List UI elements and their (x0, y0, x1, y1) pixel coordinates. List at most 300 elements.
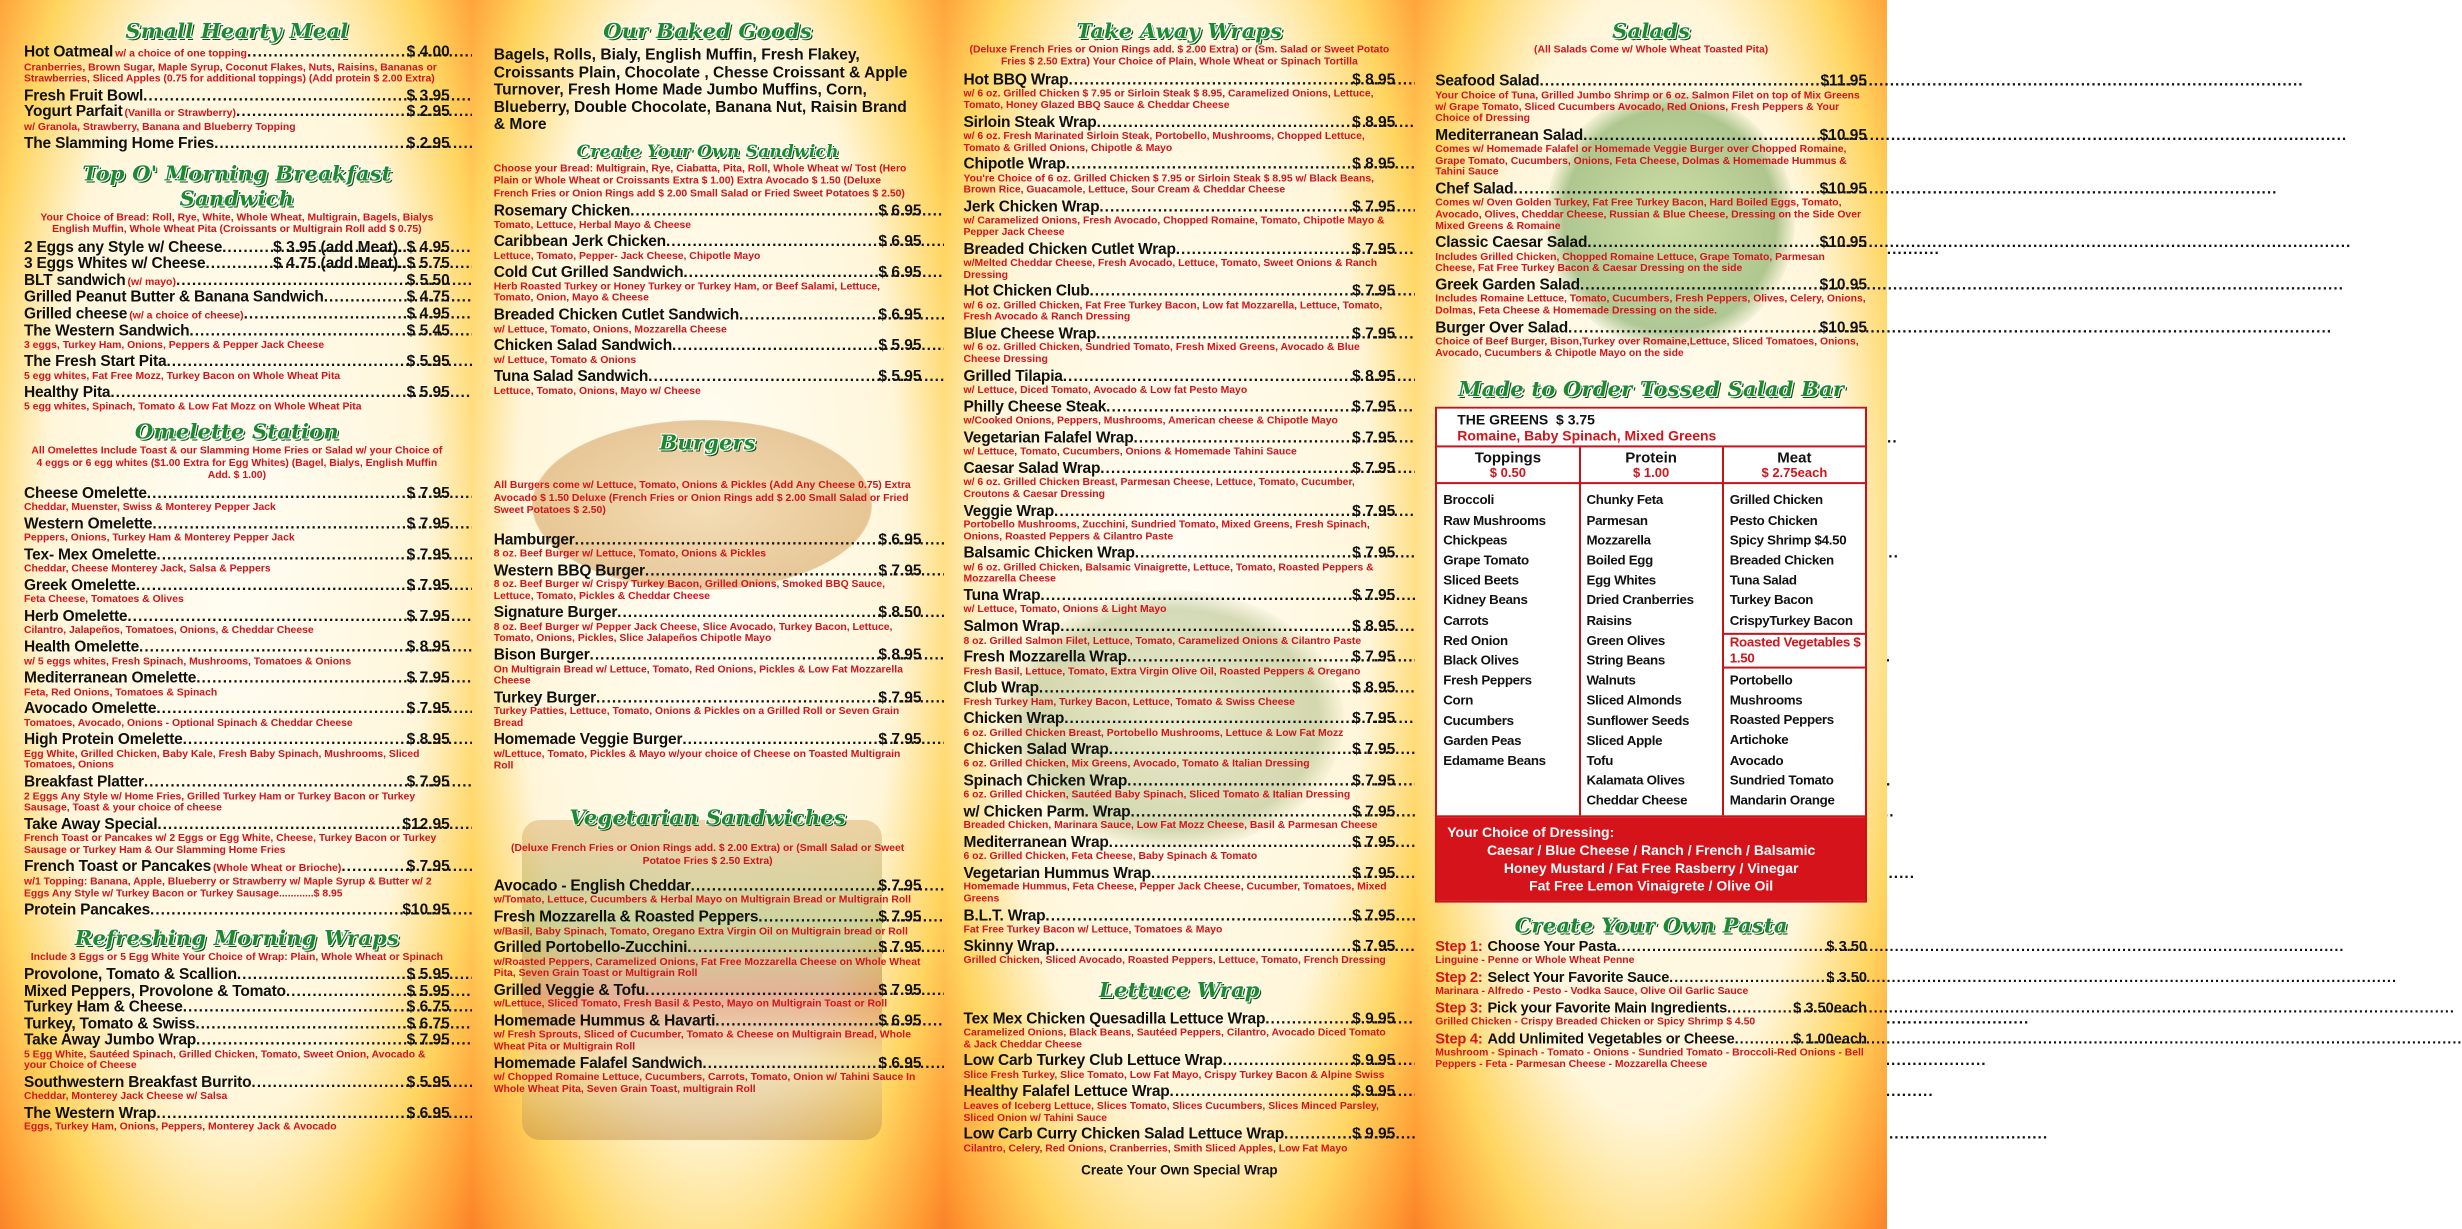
menu-item-price: $ 3.95 (add Meat)..$ 4.95 (273, 238, 450, 256)
menu-item-price: $ 6.95 (878, 264, 922, 282)
dot-leader (127, 609, 406, 625)
dot-leader (1127, 650, 1352, 666)
menu-item-row (24, 240, 450, 256)
greens-list: Romaine, Baby Spinach, Mixed Greens (1457, 427, 1717, 444)
menu-item-row (964, 115, 1396, 131)
salad-bar-option: Broccoli (1443, 492, 1495, 508)
menu-item-price: $ 4.95 (406, 305, 450, 323)
menu-item-price: $ 7.95 (878, 981, 922, 999)
menu-item-description: Eggs, Turkey Ham, Onions, Peppers, Monterey Jack & Avocado (24, 1122, 337, 1133)
section-title-take-away-wraps: Take Away Wraps (1076, 18, 1283, 43)
menu-item-description: w/Lettuce, Sliced Tomato, Fresh Basil & Pesto, Mayo on Multigrain Toast or Roll (493, 999, 888, 1010)
menu-item-description: Slice Fresh Turkey, Slice Tomato, Low Fat Mayo, Crispy Turkey Bacon & Alpine Swiss (963, 1070, 1385, 1081)
menu-item-row (24, 88, 450, 104)
menu-item-row (964, 866, 1396, 882)
dot-leader (1135, 546, 1352, 562)
menu-item-description: 6 oz. Grilled Chicken Breast, Portobello Mushrooms, Lettuce & Low Fat Mozz (963, 727, 1344, 739)
menu-item-price: $ 7.95 (1352, 325, 1396, 343)
menu-item-name: Turkey Burger (493, 689, 596, 706)
menu-item-price: $10.95 (1819, 234, 1867, 252)
dot-leader (286, 983, 407, 999)
menu-item-row (494, 648, 922, 664)
small-hearty-list (24, 45, 450, 153)
dot-leader (1580, 278, 1820, 294)
salad-bar-option: Black Olives (1443, 652, 1519, 668)
section-title-omelette-station: Omelette Station (134, 419, 339, 444)
dot-leader (1068, 72, 1352, 88)
menu-item-price: $ 2.95 (406, 135, 450, 153)
menu-item-description: 8 oz. Beef Burger w/ Crispy Turkey Bacon, Grilled Onions, Smoked BBQ Sauce, Lettuce, Tomato, Pickles & Cheddar Cheese (493, 579, 886, 602)
dot-leader (702, 1056, 878, 1072)
salad-bar-option: Tuna Salad (1729, 572, 1797, 588)
dressing-line-3: Fat Free Lemon Vinaigrete / Olive Oil (1529, 877, 1774, 894)
menu-item-price: $ 5.50 (406, 271, 450, 289)
pasta-step-price: $ 1.00each (1793, 1031, 1867, 1048)
menu-item-description: w/1 Topping: Banana, Apple, Blueberry or Strawberry w/ Maple Syrup & Butter w/ 2 Eggs Any Style w/ Turkey Bacon or Turkey Sausage............$ 8.95 (24, 876, 432, 900)
menu-item-row (494, 605, 922, 621)
menu-item-row (494, 1056, 922, 1072)
section-title-pasta: Create Your Own Pasta (1514, 912, 1788, 937)
menu-item-row (24, 578, 450, 594)
pasta-step-text: Add Unlimited Vegetables or Cheese (1487, 1031, 1735, 1048)
menu-item-price: $ 7.95 (1352, 803, 1396, 820)
salad-bar-option: Edamame Beans (1443, 752, 1546, 768)
menu-item-description: Herb Roasted Turkey or Honey Turkey or Turkey Ham, or Beef Salami, Lettuce, Tomato, Onion, Mayo & Cheese (493, 281, 881, 305)
dot-leader (150, 903, 402, 919)
dot-leader (1066, 157, 1352, 173)
menu-item-name: Tex Mex Chicken Quesadilla Lettuce Wrap (963, 1010, 1266, 1028)
dot-leader (596, 690, 878, 706)
menu-item-name: Mediterranean Omelette (24, 669, 197, 687)
menu-item-description: w/ Chopped Romaine Lettuce, Cucumbers, Carrots, Tomato, Onion w/ Tahini Sauce In Whole Wheat Pita, Seven Grain Toast, multigrain Roll (493, 1072, 916, 1095)
special-wrap-footer: Create Your Own Special Wrap (1081, 1162, 1278, 1178)
menu-item-price: $ 2.95 (406, 103, 450, 121)
menu-item-row (24, 732, 450, 748)
menu-item-price: $ 9.95 (1352, 1052, 1396, 1070)
menu-item-row (964, 504, 1396, 520)
dot-leader (176, 272, 407, 288)
menu-item-description: Tomatoes, Avocado, Onions - Optional Spinach & Cheddar Cheese (24, 717, 353, 729)
menu-item-name: Fresh Mozzarella Wrap (963, 648, 1127, 666)
menu-item-description: 8 oz. Beef Burger w/ Lettuce, Tomato, Onions & Pickles (493, 548, 767, 560)
menu-item-description: Cilantro, Jalapeños, Tomatoes, Onions, & Cheddar Cheese (24, 625, 314, 637)
menu-item-description: w/ 6 oz. Grilled Chicken, Balsamic Vinaigrette, Lettuce, Tomato, Roasted Peppers & Mozzarella Cheese (963, 562, 1374, 585)
menu-item-description: Choice of Beef Burger, Bison,Turkey over Romaine,Lettuce, Sliced Tomatoes, Onions, Avocado, Cucumbers & Chipotle Mayo on the side (1435, 336, 1859, 359)
menu-item-description: Comes w/ Oven Golden Turkey, Fat Free Turkey Bacon, Hard Boiled Eggs, Tomato, Avocado, Olives, Cheddar Cheese, Russian & Blue Cheese, Dressing on the Side Over Mixed Greens & Romaine (1435, 197, 1862, 232)
meat-price: $ 2.75each (1761, 465, 1828, 481)
menu-item-price: $ 7.95 (406, 515, 450, 533)
menu-item-price: $ 7.95 (878, 939, 922, 957)
salad-bar-option: CrispyTurkey Bacon (1729, 612, 1853, 628)
dot-leader (1109, 742, 1353, 758)
menu-item-price: $ 5.95 (878, 337, 922, 355)
menu-item-price: $ 7.95 (1352, 833, 1396, 851)
salad-bar-option: Chunky Feta (1586, 492, 1663, 508)
toppings-head: Toppings (1474, 449, 1542, 467)
menu-item-description: Cheddar, Monterey Jack Cheese w/ Salsa (24, 1091, 228, 1103)
menu-item-name: B.L.T. Wrap (963, 907, 1046, 924)
menu-item-name: Chicken Salad Sandwich (493, 337, 672, 355)
salad-bar-option: Fresh Peppers (1443, 672, 1532, 688)
menu-item-name: Grilled Peanut Butter & Banana Sandwich (24, 288, 324, 306)
menu-item-description: Feta Cheese, Tomatoes & Olives (24, 594, 184, 606)
menu-item-price: $ 5.95 (406, 982, 450, 1000)
menu-item-description: Breaded Chicken, Marinara Sauce, Low Fat Mozz Cheese, Basil & Parmesan Cheese (963, 820, 1378, 832)
menu-item-price: $ 4.00 (406, 43, 450, 61)
toppings-header (1437, 448, 1578, 485)
dot-leader (214, 136, 407, 152)
menu-item-price: $ 7.95 (1352, 502, 1396, 520)
dot-leader (666, 234, 878, 250)
menu-item-row (964, 430, 1396, 446)
dot-leader (1222, 1054, 1352, 1070)
dot-leader (1040, 588, 1352, 604)
menu-item-price: $ 7.95 (1352, 864, 1396, 882)
menu-item-row (24, 104, 450, 121)
dressing-line-1: Caesar / Blue Cheese / Ranch / French / Balsamic (1486, 841, 1816, 858)
menu-item-row (964, 742, 1396, 758)
menu-item-description: w/Lettuce, Tomato, Pickles & Mayo w/your choice of Cheese on Toasted Multigrain Roll (493, 748, 901, 772)
menu-item-price: $ 5.95 (406, 353, 450, 371)
menu-item-price: $ 6.95 (878, 1054, 922, 1072)
section-title-breakfast-sandwich: Top O' Morning Breakfast Sandwich (82, 160, 392, 211)
menu-item-price: $ 7.95 (406, 577, 450, 595)
menu-item-description: w/Tomato, Lettuce, Cucumbers & Herbal Mayo on Multigrain Bread or Multigrain Roll (493, 895, 911, 906)
menu-item-row (494, 308, 922, 324)
menu-item-price: $ 7.95 (1352, 937, 1396, 955)
dot-leader (1089, 284, 1352, 300)
menu-item-row (494, 732, 922, 748)
dot-leader (1151, 866, 1352, 882)
salad-bar-option: Turkey Bacon (1729, 592, 1814, 608)
menu-item-name: Mediterranean Salad (1435, 126, 1584, 144)
roasted-veg-items (1724, 670, 1865, 810)
pasta-step-description: Grilled Chicken - Crispy Breaded Chicken or Spicy Shrimp $ 4.50 (1435, 1016, 1756, 1028)
dot-leader (630, 204, 878, 220)
menu-item-name: Grilled Portobello-Zucchini (493, 939, 688, 957)
menu-item-description: Turkey Patties, Lettuce, Tomato, Onions & Pickles on a Grilled Roll or Seven Grain Bread (493, 706, 900, 729)
dot-leader (691, 879, 879, 895)
menu-item-row (964, 242, 1396, 258)
salad-bar-option: Cucumbers (1443, 712, 1514, 728)
dot-leader (1096, 326, 1352, 342)
menu-item-price: $ 8.95 (1352, 679, 1396, 697)
menu-item-name: Greek Garden Salad (1435, 276, 1580, 294)
menu-item-description: Cheddar, Cheese Monterey Jack, Salsa & Peppers (24, 563, 271, 575)
salad-bar-option: Avocado (1729, 752, 1784, 768)
salad-bar-option: String Beans (1586, 652, 1665, 668)
menu-item-name: Hot Chicken Club (963, 283, 1090, 300)
menu-item-description: 5 Egg White, Sautéed Spinach, Grilled Chicken, Tomato, Sweet Onion, Avocado & your Choice of Cheese (24, 1048, 426, 1072)
section-title-lettuce-wrap: Lettuce Wrap (1099, 976, 1260, 1002)
pasta-step-price: $ 3.50 (1826, 969, 1867, 986)
dot-leader (575, 532, 879, 548)
menu-item-row (494, 338, 922, 354)
menu-item-row (964, 773, 1396, 789)
menu-item-row (24, 290, 450, 306)
dressing-title: Your Choice of Dressing: (1447, 823, 1615, 840)
menu-item-row (24, 486, 450, 502)
dressing-line-2: Honey Mustard / Fat Free Rasberry / Vinegar (1503, 859, 1799, 876)
protein-items (1581, 490, 1722, 811)
dot-leader (1284, 1127, 1352, 1143)
salad-bar-option: Portobello (1729, 672, 1793, 688)
dot-leader (110, 385, 406, 401)
meat-head: Meat (1777, 449, 1812, 467)
menu-item-price: $ 5.95 (406, 384, 450, 402)
panel-breakfast (0, 0, 472, 1229)
menu-item-row (494, 204, 922, 220)
menu-item-name: Homemade Veggie Burger (493, 731, 683, 749)
menu-item-row (494, 265, 922, 281)
dot-leader (648, 369, 878, 385)
meat-header (1724, 448, 1865, 485)
salad-bar-option: Mushrooms (1729, 692, 1803, 708)
menu-item-row (24, 967, 450, 983)
dot-leader (1735, 1031, 1794, 1047)
pasta-step-number: Step 3: (1435, 1000, 1483, 1017)
dot-leader (590, 648, 879, 664)
dot-leader (152, 517, 406, 533)
pasta-step-row (1435, 1001, 1867, 1017)
dot-leader (222, 240, 273, 256)
salad-bar-option: Mozzarella (1586, 532, 1651, 548)
dot-leader (195, 1016, 406, 1032)
dot-leader (617, 605, 878, 621)
menu-item-row (494, 690, 922, 706)
menu-item-name: Yogurt Parfait (24, 103, 123, 121)
dot-leader (1170, 1085, 1353, 1101)
menu-item-price: $ 9.95 (1352, 1010, 1396, 1028)
menu-item-modifier: (w/ mayo) (127, 275, 176, 288)
menu-item-modifier: w/ a choice of one topping (115, 47, 247, 60)
menu-item-row (24, 983, 450, 999)
menu-item-price: $ 4.75 (add Meat)..$ 5.75 (273, 255, 450, 272)
dot-leader (156, 547, 406, 563)
menu-item-row (964, 461, 1396, 477)
menu-item-price: $ 7.95 (1352, 907, 1396, 924)
menu-item-name: Balsamic Chicken Wrap (963, 544, 1135, 562)
take-away-list (964, 72, 1396, 966)
burgers-list (494, 532, 922, 772)
protein-header (1581, 448, 1722, 485)
menu-item-row (1435, 320, 1867, 336)
menu-item-description: w/Cooked Onions, Peppers, Mushrooms, American cheese & Chipotle Mayo (963, 415, 1338, 427)
pasta-step-description: Linguine - Penne or Whole Wheat Penne (1435, 955, 1635, 967)
menu-item-row (24, 1016, 450, 1032)
menu-item-description: Comes w/ Homemade Falafel or Homemade Veggie Burger over Chopped Romaine, Grape Tomato, Cucumbers, Onions, Feta Cheese, Dolmas & Homemade Hummus & Tahini Sauce (1435, 144, 1847, 179)
menu-item-price: $ 3.95 (406, 87, 450, 104)
menu-item-name: Mediterranean Wrap (963, 833, 1109, 851)
menu-item-price: $ 7.95 (878, 689, 922, 706)
menu-item-row (24, 385, 450, 401)
dot-leader (1617, 939, 1827, 955)
salad-bar-option: Mandarin Orange (1729, 792, 1835, 808)
sandwich-list (494, 204, 922, 398)
menu-item-row (24, 609, 450, 625)
menu-item-row (964, 284, 1396, 300)
dot-leader (682, 732, 878, 748)
dot-leader (1064, 712, 1352, 728)
meat-items (1724, 490, 1865, 630)
protein-head: Protein (1625, 449, 1677, 467)
menu-item-price: $ 7.95 (1352, 398, 1396, 416)
menu-item-description: w/ Granola, Strawberry, Banana and Blueberry Topping (24, 121, 296, 133)
menu-item-name: Breakfast Platter (24, 773, 144, 791)
breakfast-list (24, 240, 450, 413)
menu-item-description: 5 egg whites, Fat Free Mozz, Turkey Bacon on Whole Wheat Pita (24, 370, 341, 382)
menu-item-name: Greek Omelette (24, 577, 136, 595)
menu-item-row (24, 775, 450, 791)
menu-item-description: w/ Lettuce, Tomato, Onions & Light Mayo (963, 604, 1167, 616)
morning-wraps-note: Include 3 Eggs or 5 Egg White Your Choice of Wrap: Plain, Whole Wheat or Spinach (30, 951, 443, 963)
menu-item-price: $ 9.95 (1352, 1083, 1396, 1101)
menu-item-name: Healthy Falafel Lettuce Wrap (963, 1083, 1170, 1101)
menu-item-description: w/ 6 oz. Fresh Marinated Sirloin Steak, Portobello, Mushrooms, Chopped Lettuce, Tomato & Grilled Onions, Chipotle & Mayo (963, 131, 1365, 154)
menu-item-row (964, 72, 1396, 88)
menu-item-description: 8 oz. Grilled Salmon Filet, Lettuce, Tomato, Caramelized Onions & Cilantro Paste (963, 635, 1362, 647)
menu-item-name: BLT sandwich (24, 271, 126, 289)
section-title-baked-goods: Our Baked Goods (603, 18, 812, 43)
menu-item-name: Health Omelette (24, 638, 140, 656)
menu-item-description: Caramelized Onions, Black Beans, Sautéed Peppers, Cilantro, Avocado Diced Tomato & Jack Cheddar Cheese (963, 1027, 1386, 1051)
section-title-create-sandwich: Create Your Own Sandwich (576, 141, 839, 162)
menu-item-row (1435, 128, 1867, 144)
menu-item-row (24, 306, 450, 323)
menu-item-description: w/ Caramelized Onions, Fresh Avocado, Chopped Romaine, Tomato, Chipotle Mayo & Pepper Jack Cheese (963, 215, 1385, 239)
dot-leader (196, 671, 406, 687)
section-title-salad-bar: Made to Order Tossed Salad Bar (1458, 376, 1845, 402)
menu-item-name: Herb Omelette (24, 608, 128, 625)
pasta-step-price: $ 3.50 (1826, 938, 1867, 955)
menu-item-row (24, 136, 450, 152)
salad-bar-columns (1437, 446, 1865, 817)
menu-item-name: Skinny Wrap (963, 937, 1055, 955)
menu-item-row (24, 1033, 450, 1049)
salad-bar-option: Raw Mushrooms (1443, 512, 1546, 528)
menu-item-name: Grilled Tilapia (963, 367, 1063, 385)
dot-leader (1097, 115, 1353, 131)
menu-item-row (494, 879, 922, 895)
salad-bar-option: Sliced Almonds (1586, 692, 1682, 708)
dot-leader (672, 338, 878, 354)
menu-item-name: Salmon Wrap (963, 618, 1061, 635)
menu-item-price: $ 8.95 (1352, 618, 1396, 635)
dot-leader (1109, 835, 1353, 851)
menu-item-name: Vegetarian Hummus Wrap (963, 864, 1151, 882)
vegetarian-note: (Deluxe French Fries or Onion Rings add. $ 2.00 Extra) or (Small Salad or Sweet Potatoe Fries $ 2.50 Extra) (511, 843, 905, 867)
menu-item-price: $12.95 (402, 816, 450, 833)
menu-item-name: Turkey, Tomato & Swiss (24, 1015, 196, 1033)
menu-item-row (494, 369, 922, 385)
dot-leader (189, 324, 406, 340)
menu-item-price: $ 7.95 (406, 608, 450, 625)
menu-item-price: $11.95 (1820, 72, 1867, 90)
salad-bar-option: Breaded Chicken (1729, 552, 1834, 568)
vegetarian-list (494, 879, 922, 1096)
dot-leader (139, 640, 407, 656)
dot-leader (205, 256, 273, 272)
menu-item-description: w/ Lettuce, Tomato & Onions (493, 354, 637, 366)
menu-item-row (964, 712, 1396, 728)
menu-item-description: Cilantro, Celery, Red Onions, Cranberries, Smith Sliced Apples, Low Fat Mayo (963, 1143, 1348, 1155)
salads-note: (All Salads Come w/ Whole Wheat Toasted Pita) (1534, 44, 1769, 56)
salad-bar-option: Grape Tomato (1443, 552, 1529, 568)
menu-item-name: Sirloin Steak Wrap (963, 113, 1097, 131)
menu-item-row (24, 324, 450, 340)
dot-leader (1727, 1001, 1793, 1017)
menu-item-name: Mixed Peppers, Provolone & Tomato (24, 982, 286, 1000)
salad-bar-option: Cheddar Cheese (1586, 792, 1688, 808)
pasta-step-text: Pick your Favorite Main Ingredients (1487, 1000, 1728, 1017)
dot-leader (1265, 1011, 1352, 1027)
salad-bar-option: Red Onion (1443, 632, 1508, 648)
menu-item-description: w/Melted Cheddar Cheese, Fresh Avocado, Lettuce, Tomato, Sweet Onions & Ranch Dressing (963, 258, 1378, 281)
menu-item-name: Cheese Omelette (24, 484, 147, 502)
menu-item-row (24, 1000, 450, 1016)
toppings-items (1437, 490, 1578, 770)
menu-item-modifier: (w/ a choice of cheese) (129, 309, 244, 322)
menu-item-name: Hot Oatmeal (24, 43, 114, 61)
menu-item-description: 5 egg whites, Spinach, Tomato & Low Fat Mozz on Whole Wheat Pita (24, 401, 362, 413)
menu-item-price: $ 7.95 (878, 731, 922, 749)
menu-item-description: Lettuce, Tomato, Onions, Mayo w/ Cheese (493, 385, 701, 397)
dot-leader (156, 702, 406, 718)
meat-column (1724, 448, 1865, 815)
menu-item-description: You're Choice of 6 oz. Grilled Chicken $ 7.95 or Sirloin Steak $ 8.95 w/ Black Beans, Brown Rice, Guacamole, Lettuce, Sour Cream & Cheddar Cheese (963, 173, 1375, 196)
menu-item-name: Grilled Veggie & Tofu (493, 981, 646, 999)
menu-item-row (964, 619, 1396, 635)
dot-leader (1513, 182, 1819, 198)
salad-bar-box (1435, 407, 1867, 902)
menu-item-price: $ 7.95 (1352, 460, 1396, 478)
menu-item-price: $ 7.95 (1352, 772, 1396, 790)
dot-leader (244, 306, 407, 322)
menu-item-row (964, 588, 1396, 604)
dot-leader (1539, 74, 1820, 90)
dot-leader (687, 940, 878, 956)
menu-item-description: w/ Lettuce, Tomato, Cucumbers, Onions & Homemade Tahini Sauce (963, 446, 1297, 458)
dot-leader (247, 45, 407, 61)
section-title-small-hearty-meal: Small Hearty Meal (125, 18, 349, 43)
menu-item-price: $10.95 (1819, 126, 1867, 144)
menu-item-name: The Western Sandwich (24, 322, 190, 340)
menu-item-price: $ 8.95 (1352, 367, 1396, 385)
menu-item-price: $ 7.95 (406, 773, 450, 791)
salad-bar-option: Boiled Egg (1586, 552, 1653, 568)
salad-bar-option: Corn (1443, 692, 1474, 708)
menu-item-description: w/ Lettuce, Tomato, Onions, Mozzarella Cheese (493, 324, 727, 335)
salad-bar-option: Parmesan (1586, 512, 1648, 528)
toppings-column (1437, 448, 1580, 815)
salads-list (1435, 74, 1867, 360)
menu-item-name: Chicken Wrap (963, 710, 1065, 728)
dot-leader (166, 354, 406, 370)
menu-item-description: w/ 6 oz. Grilled Chicken, Fat Free Turkey Bacon, Low fat Mozzarella, Lettuce, Tomato, Fresh Avocado & Ranch Dressing (963, 300, 1383, 323)
menu-item-price: $ 8.95 (406, 638, 450, 656)
panel-sandwiches-content (494, 18, 922, 1219)
menu-item-row (24, 1075, 450, 1091)
menu-item-name: Fresh Mozzarella & Roasted Peppers (493, 908, 759, 926)
salad-bar-option: Walnuts (1586, 672, 1636, 688)
menu-item-name: French Toast or Pancakes (24, 858, 212, 876)
dot-leader (1063, 369, 1352, 385)
menu-item-row (24, 547, 450, 563)
dot-leader (1134, 430, 1353, 446)
menu-item-price: $ 7.95 (406, 858, 450, 876)
menu-item-price: $ 6.95 (878, 306, 922, 324)
menu-item-price: $ 8.95 (1352, 156, 1396, 173)
